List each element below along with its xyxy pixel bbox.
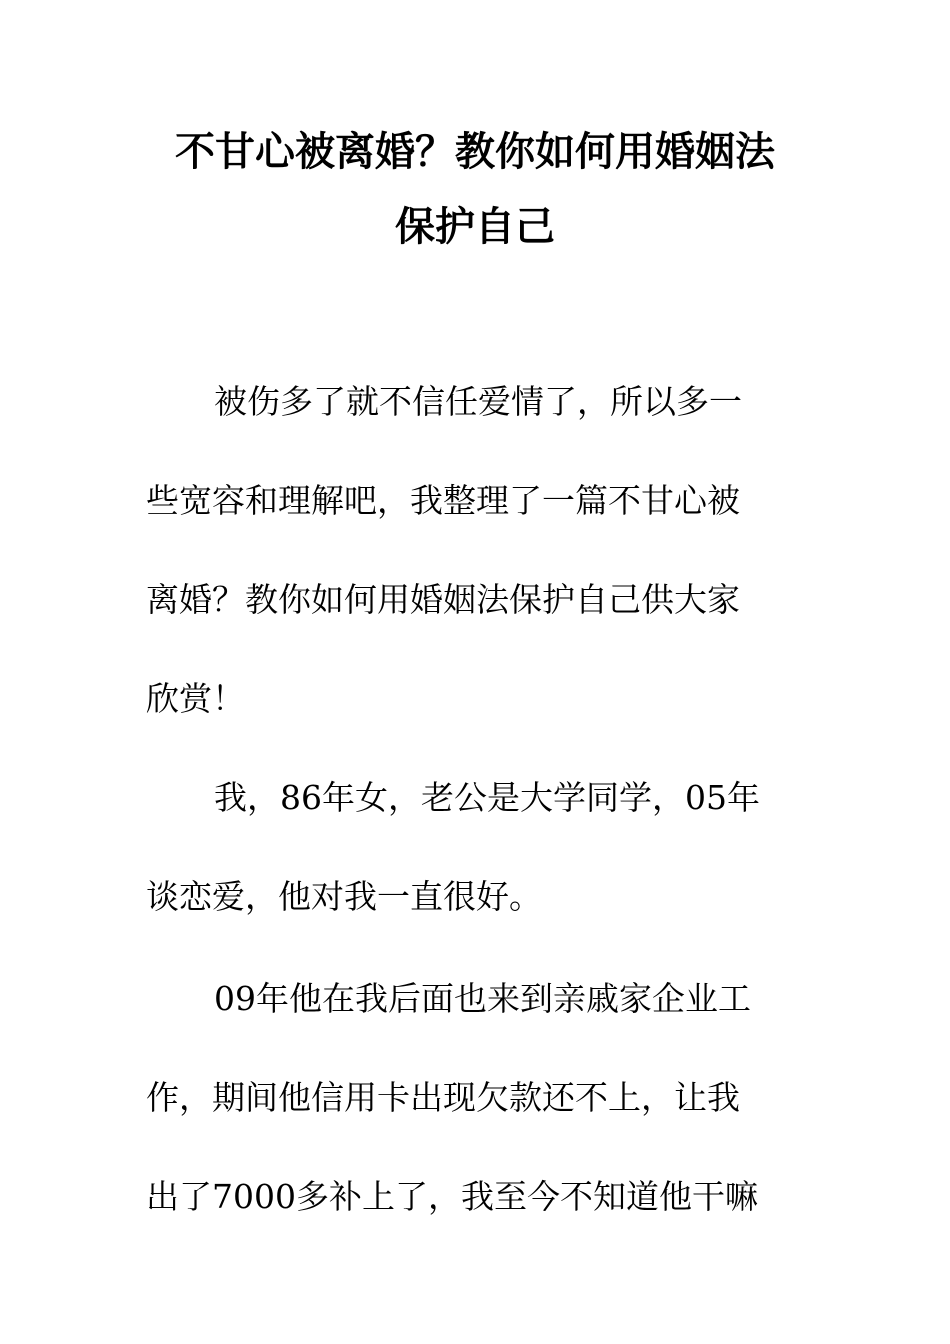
paragraph-1-line-2: 些宽容和理解吧，我整理了一篇不甘心被 <box>146 481 740 520</box>
paragraph-2-line-1: 我，86年女，老公是大学同学，05年 <box>214 778 760 817</box>
paragraph-3-line-2: 作，期间他信用卡出现欠款还不上，让我 <box>146 1078 740 1117</box>
paragraph-3-line-3: 出了7000多补上了，我至今不知道他干嘛 <box>146 1177 758 1216</box>
paragraph-1-line-1: 被伤多了就不信任爱情了，所以多一 <box>214 382 742 421</box>
paragraph-1-line-4: 欣赏！ <box>146 679 245 718</box>
paragraph-2-line-2: 谈恋爱，他对我一直很好。 <box>146 877 542 916</box>
paragraph-3-line-1: 09年他在我后面也来到亲戚家企业工 <box>214 979 751 1018</box>
document-title-line-1: 不甘心被离婚？教你如何用婚姻法 <box>175 129 775 175</box>
document-title-line-2: 保护自己 <box>395 204 555 250</box>
paragraph-1-line-3: 离婚？教你如何用婚姻法保护自己供大家 <box>146 580 740 619</box>
